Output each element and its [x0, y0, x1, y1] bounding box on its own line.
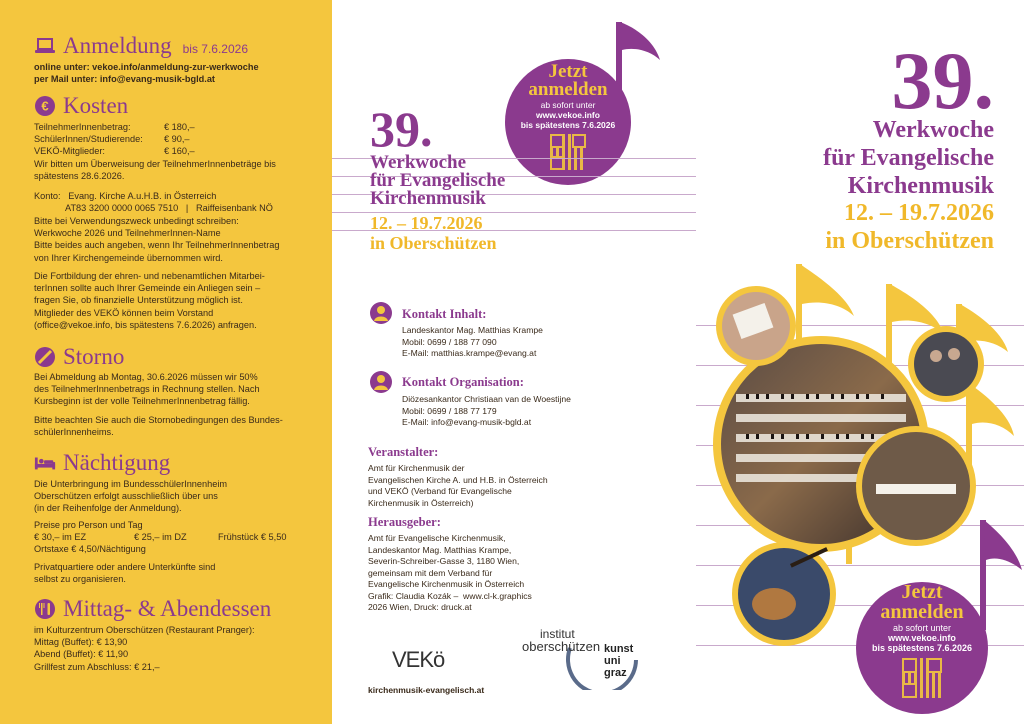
- kug-line-2: uni: [604, 655, 621, 667]
- middle-panel: [332, 0, 696, 724]
- essen-title: Mittag- & Abendessen: [63, 596, 272, 621]
- mid-place: in Oberschützen: [370, 233, 497, 253]
- svg-text:€: €: [41, 98, 49, 113]
- qr-code[interactable]: [902, 658, 942, 698]
- bubble-2-line-5: bis spätestens 7.6.2026: [871, 643, 973, 653]
- euro-icon: [34, 95, 56, 117]
- kosten-row-2-label: SchülerInnen/Studierende:: [34, 134, 143, 144]
- veranstalter-title: Veranstalter:: [368, 445, 439, 459]
- bubble-anmelden: anmelden: [528, 79, 608, 100]
- anmeldung-mail: per Mail unter: info@evang-musik-bgld.at: [34, 74, 215, 84]
- bubble-2-line-4: www.vekoe.info: [888, 633, 956, 643]
- kosten-konto-2: AT83 3200 0000 0065 7510 | Raiffeisenbank NÖ: [65, 203, 273, 213]
- herausgeber-title: Herausgeber:: [368, 515, 441, 529]
- kosten-row-3-label: VEKÖ-Mitglieder:: [34, 146, 105, 156]
- register-bubble-2: [856, 520, 1024, 724]
- kug-line-1: kunst: [604, 643, 634, 655]
- herausgeber-text: Amt für Evangelische Kirchenmusik, Landeskantor Mag. Matthias Krampe, Severin-Schreiber-Gasse 3, 1180 Wien, gemeinsam mit dem Verband für Evangelische Kirchenmusik in Österreich Grafik: Claudia Kozák – www.cl-k.graphics 2026 Wien, Druck: druck.at: [368, 533, 532, 612]
- kosten-heading: [34, 94, 128, 117]
- oberschuetzen-label: oberschützen: [522, 639, 601, 654]
- naechtigung-heading: [34, 451, 170, 474]
- kosten-konto-1: Konto: Evang. Kirche A.u.H.B. in Österreich: [34, 191, 217, 201]
- naechtigung-fruehstueck: Frühstück € 5,50: [218, 532, 287, 542]
- anmeldung-heading: [34, 34, 248, 57]
- naechtigung-dz: € 25,– im DZ: [134, 532, 187, 542]
- naechtigung-ez: € 30,– im EZ: [34, 532, 87, 542]
- naechtigung-ortstaxe: Ortstaxe € 4,50/Nächtigung: [34, 544, 146, 554]
- kontakt-org-title: Kontakt Organisation:: [402, 375, 524, 389]
- kontakt-org-text: Diözesankantor Christiaan van de Woestijne Mobil: 0699 / 188 77 179 E-Mail: info@evang-musik-bgld.at: [402, 394, 571, 427]
- essen-paragraph: im Kulturzentrum Oberschützen (Restaurant Pranger): Mittag (Buffet): € 13,90 Abend (Buffet): € 11,90 Grillfest zum Abschluss: € 21,–: [34, 625, 255, 672]
- person-icon: [370, 302, 392, 324]
- cancel-icon: [34, 346, 56, 368]
- naechtigung-preise: Preise pro Person und Tag: [34, 520, 143, 530]
- anmeldung-online: online unter: vekoe.info/anmeldung-zur-werkwoche: [34, 62, 259, 72]
- right-title-1: Werkwoche: [872, 117, 994, 143]
- right-place: in Oberschützen: [825, 228, 994, 254]
- storno-paragraph-1: Bei Abmeldung ab Montag, 30.6.2026 müssen wir 50% des TeilnehmerInnenbetrags in Rechnung stellen. Nach Kursbeginn ist der volle TeilnehmerInnenbetrag fällig.: [34, 372, 260, 407]
- anmeldung-date: bis 7.6.2026: [182, 41, 248, 56]
- bubble-2-anmelden: anmelden: [880, 601, 964, 623]
- bed-icon: [34, 452, 56, 474]
- right-title-3: Kirchenmusik: [847, 173, 994, 199]
- vekoe-logo: VEKö: [392, 647, 445, 672]
- kosten-title: Kosten: [63, 93, 129, 118]
- kontakt-inhalt-title: Kontakt Inhalt:: [402, 307, 487, 321]
- mid-dates: 12. – 19.7.2026: [370, 213, 483, 233]
- laptop-icon: [34, 35, 56, 57]
- anmeldung-title: Anmeldung: [63, 33, 172, 58]
- bubble-jetzt: Jetzt: [548, 61, 588, 82]
- right-dates: 12. – 19.7.2026: [844, 200, 994, 226]
- kug-line-3: graz: [604, 667, 627, 679]
- person-icon: [370, 371, 392, 393]
- naechtigung-paragraph-1: Die Unterbringung im BundesschülerInnenheim Oberschützen erfolgt ausschließlich über uns (in der Reihenfolge der Anmeldung).: [34, 479, 228, 514]
- storno-title: Storno: [63, 344, 125, 369]
- qr-code[interactable]: [550, 134, 586, 170]
- bubble-line-4: www.vekoe.info: [536, 110, 600, 120]
- kosten-paragraph-1: Wir bitten um Überweisung der TeilnehmerInnenbeträge bis spätestens 28.6.2026.: [34, 159, 276, 182]
- cutlery-icon: [34, 598, 56, 620]
- kontakt-inhalt-text: Landeskantor Mag. Matthias Krampe Mobil: 0699 / 188 77 090 E-Mail: matthias.krampe@evang.at: [402, 325, 543, 358]
- left-panel: [0, 0, 332, 724]
- kosten-paragraph-2: Bitte bei Verwendungszweck unbedingt schreiben: Werkwoche 2026 und TeilnehmerInnen-Name Bitte beides auch angeben, wenn Ihr TeilnehmerInnenbetrag von Ihrer Kirchengemeinde übernommen wird.: [34, 216, 280, 263]
- bubble-2-jetzt: Jetzt: [901, 581, 943, 603]
- veranstalter-text: Amt für Kirchenmusik der Evangelischen Kirche A. und H.B. in Österreich und VEKÖ (Verband für Evangelische Kirchenmusik in Österreich): [368, 463, 548, 508]
- naechtigung-paragraph-2: Privatquartiere oder andere Unterkünfte sind selbst zu organisieren.: [34, 562, 216, 585]
- mid-title-2: für Evangelische: [370, 170, 506, 191]
- institut-label: institut: [540, 627, 575, 641]
- website-link[interactable]: kirchenmusik-evangelisch.at: [368, 685, 485, 695]
- kosten-row-1-label: TeilnehmerInnenbetrag:: [34, 122, 131, 132]
- essen-heading: [34, 597, 271, 620]
- bubble-line-5: bis spätestens 7.6.2026: [520, 120, 616, 130]
- storno-paragraph-2: Bitte beachten Sie auch die Stornobedingungen des Bundes- schülerInnenheims.: [34, 415, 283, 438]
- kosten-row-2-value: € 90,–: [164, 134, 190, 144]
- register-bubble: [504, 22, 664, 187]
- naechtigung-title: Nächtigung: [63, 450, 171, 475]
- right-panel: [696, 0, 1024, 724]
- right-title-2: für Evangelische: [823, 145, 994, 171]
- kosten-row-1-value: € 180,–: [164, 122, 195, 132]
- mid-title-1: Werkwoche: [370, 152, 467, 173]
- kosten-row-3-value: € 160,–: [164, 146, 195, 156]
- storno-heading: [34, 345, 124, 368]
- kosten-paragraph-3: Die Fortbildung der ehren- und nebenamtlichen Mitarbei- terInnen sollte auch Ihrer Gemeinde ein Anliegen sein – fragen Sie, ob finanzielle Unterstützung möglich ist. Mitglieder des VEKÖ können beim Vorstand (office@vekoe.info, bis spätestens 7.6.2026) anfragen.: [34, 271, 265, 330]
- mid-title-3: Kirchenmusik: [370, 188, 486, 209]
- mid-number: 39.: [370, 101, 433, 157]
- right-number: 39.: [891, 35, 994, 126]
- bubble-line-3: ab sofort unter: [540, 100, 596, 110]
- bubble-2-line-3: ab sofort unter: [892, 623, 952, 633]
